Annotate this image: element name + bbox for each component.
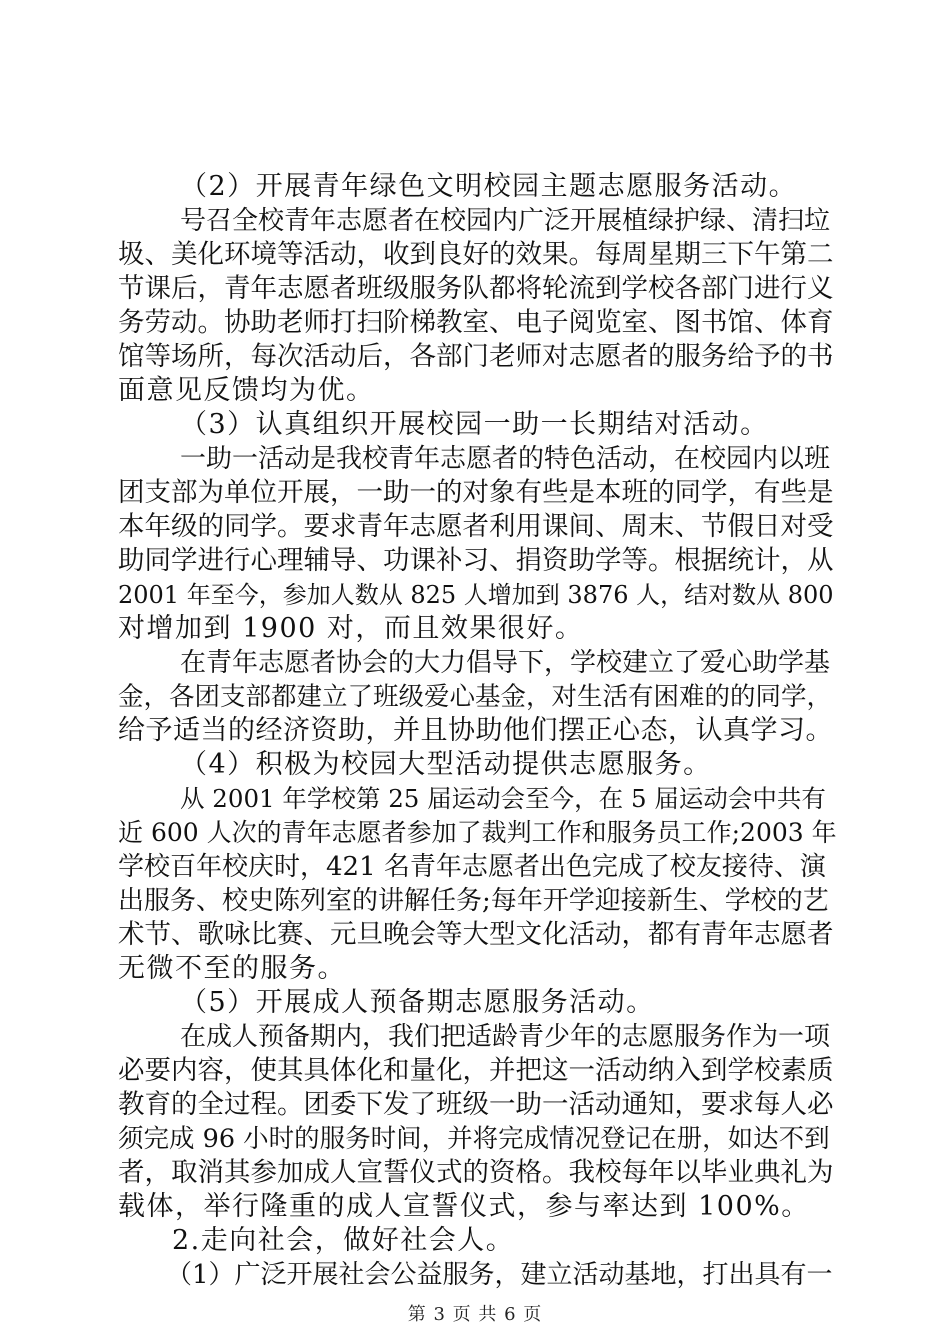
text-line: 学校百年校庆时，421 名青年志愿者出色完成了校友接待、演 xyxy=(118,852,826,882)
text-line: （2）开展青年绿色文明校园主题志愿服务活动。 xyxy=(180,171,798,202)
text-line: 给予适当的经济资助，并且协助他们摆正心态，认真学习。 xyxy=(118,715,833,746)
text-line: 2001 年至今，参加人数从 825 人增加到 3876 人，结对数从 800 xyxy=(118,581,834,609)
text-line: 近 600 人次的青年志愿者参加了裁判工作和服务员工作;2003 年 xyxy=(118,818,837,847)
text-line: 者，取消其参加成人宣誓仪式的资格。我校每年以毕业典礼为 xyxy=(118,1157,834,1188)
text-line: 一助一活动是我校青年志愿者的特色活动，在校园内以班 xyxy=(180,444,831,474)
text-line: 本年级的同学。要求青年志愿者利用课间、周末、节假日对受 xyxy=(118,511,834,542)
text-line: 面意见反馈均为优。 xyxy=(118,375,375,406)
text-line: （3）认真组织开展校园一助一长期结对活动。 xyxy=(180,409,769,440)
text-line: 助同学进行心理辅导、功课补习、捐资助学等。根据统计，从 xyxy=(118,545,834,576)
text-line: 术节、歌咏比赛、元旦晚会等大型文化活动，都有青年志愿者 xyxy=(118,919,834,950)
text-line: 2.走向社会，做好社会人。 xyxy=(172,1225,515,1256)
text-line: 馆等场所，每次活动后，各部门老师对志愿者的服务给予的书 xyxy=(118,341,834,372)
text-line: 节课后，青年志愿者班级服务队都将轮流到学校各部门进行义 xyxy=(118,273,834,304)
text-line: 教育的全过程。团委下发了班级一助一活动通知，要求每人必 xyxy=(118,1089,834,1120)
text-line: 出服务、校史陈列室的讲解任务;每年开学迎接新生、学校的艺 xyxy=(118,886,829,916)
text-line: 金，各团支部都建立了班级爱心基金，对生活有困难的的同学， xyxy=(118,682,833,712)
text-line: 须完成 96 小时的服务时间，并将完成情况登记在册，如达不到 xyxy=(118,1124,830,1154)
text-line: 团支部为单位开展，一助一的对象有些是本班的同学，有些是 xyxy=(118,477,834,508)
text-line: 在青年志愿者协会的大力倡导下，学校建立了爱心助学基 xyxy=(180,648,831,678)
text-line: （1）广泛开展社会公益服务，建立活动基地，打出具有一 xyxy=(166,1260,833,1290)
text-line: 号召全校青年志愿者在校园内广泛开展植绿护绿、清扫垃 xyxy=(180,206,831,236)
text-line: 圾、美化环境等活动，收到良好的效果。每周星期三下午第二 xyxy=(118,239,834,270)
text-line: （5）开展成人预备期志愿服务活动。 xyxy=(180,987,655,1018)
text-line: 从 2001 年学校第 25 届运动会至今，在 5 届运动会中共有 xyxy=(180,784,826,813)
text-line: 载体，举行隆重的成人宣誓仪式，参与率达到 100%。 xyxy=(118,1191,810,1222)
text-line: 无微不至的服务。 xyxy=(118,953,346,984)
page-number: 第 3 页 共 6 页 xyxy=(407,1304,543,1325)
text-line: 务劳动。协助老师打扫阶梯教室、电子阅览室、图书馆、体育 xyxy=(118,307,834,338)
text-line: （4）积极为校园大型活动提供志愿服务。 xyxy=(180,749,712,780)
text-line: 对增加到 1900 对，而且效果很好。 xyxy=(118,613,584,644)
text-line: 必要内容，使其具体化和量化，并把这一活动纳入到学校素质 xyxy=(118,1055,834,1086)
text-line: 在成人预备期内，我们把适龄青少年的志愿服务作为一项 xyxy=(180,1022,831,1052)
